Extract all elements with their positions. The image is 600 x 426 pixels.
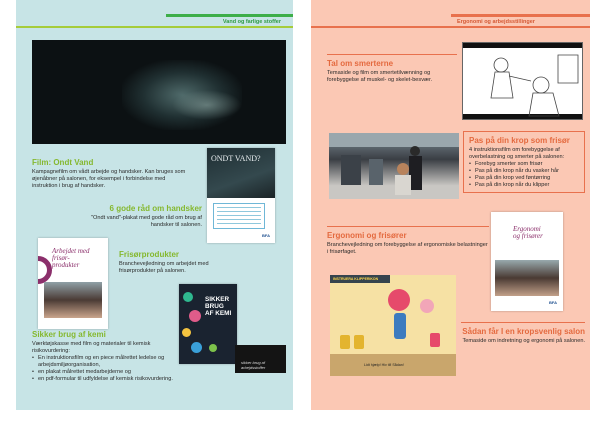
kemi-bullets bbox=[32, 355, 177, 383]
header-accent-bar bbox=[166, 14, 293, 17]
molecule-shape bbox=[189, 310, 201, 322]
salon-figures bbox=[329, 133, 459, 199]
list-item: • Forebyg smerter som frisør bbox=[469, 161, 581, 168]
ergonomi-title: Ergonomi og frisører bbox=[327, 231, 407, 240]
poster-ring-graphic bbox=[38, 256, 52, 284]
poster-photo bbox=[495, 260, 559, 296]
poster-title: Ergonomi og frisører bbox=[513, 225, 543, 240]
poster-header-band bbox=[491, 212, 563, 222]
kropsvenlig-body: Temaside om indretning og ergonomi på salonen. bbox=[462, 338, 585, 344]
film-video-still[interactable] bbox=[32, 40, 286, 144]
film-section bbox=[32, 158, 192, 190]
header-accent-bar bbox=[451, 14, 590, 17]
right-page-header: Ergonomi og arbejdsstillinger bbox=[457, 19, 535, 25]
kropsvenlig-title: Sådan får I en kropsvenlig salon bbox=[462, 327, 585, 336]
video-water-highlight bbox=[172, 90, 242, 120]
cartoon-banner bbox=[330, 275, 390, 283]
list-item: • En instruktionsfilm og en piece målrettet ledelse og arbejdsmiljøorganisation, bbox=[32, 355, 177, 369]
krop-title: Pas på din krop som frisør bbox=[469, 136, 570, 145]
tips-section bbox=[78, 204, 202, 229]
kemi-video-still[interactable] bbox=[235, 345, 286, 373]
kemi-title: Sikker brug af kemi bbox=[32, 330, 106, 339]
cartoon-figure bbox=[420, 299, 434, 313]
krop-section bbox=[463, 131, 585, 193]
left-page bbox=[16, 0, 293, 410]
frisorprodukter-section bbox=[119, 250, 229, 275]
list-item: • en pdf-formular til udfyldelse af kemisk risikovurdering. bbox=[32, 376, 177, 383]
sikker-brug-af-kemi-poster[interactable] bbox=[179, 284, 237, 364]
cartoon-banner-text: INSTRUERA KLIPPERIKON bbox=[333, 277, 379, 281]
cartoon-caption: Lidt hjælp! Hiv til! Sådan! bbox=[364, 363, 404, 367]
ergonomi-section bbox=[327, 226, 489, 256]
bfa-logo: BFA bbox=[549, 300, 557, 305]
cartoon-chair bbox=[340, 335, 350, 349]
smerter-film-sketch[interactable] bbox=[462, 42, 583, 120]
kropsvenlig-section bbox=[461, 322, 585, 345]
molecule-shape bbox=[183, 292, 193, 302]
ondt-vand-poster[interactable] bbox=[207, 148, 275, 243]
header-rule bbox=[311, 26, 590, 28]
list-item: • Pas på din krop ved føntørring bbox=[469, 175, 581, 182]
cartoon-figure bbox=[394, 313, 406, 339]
poster-title: ONDT VAND? bbox=[211, 154, 261, 163]
krop-intro: 4 instruktionsfilm om forebyggelse af overbelastning og smerter på salonen: bbox=[469, 147, 565, 160]
poster-title: SIKKER BRUG AF KEMI bbox=[205, 296, 232, 317]
kemi-section bbox=[32, 330, 177, 383]
list-item: • en plakat målrettet medarbejderne og bbox=[32, 369, 177, 376]
list-item: • Pas på din krop når du vasker hår bbox=[469, 168, 581, 175]
frisorprodukter-poster[interactable] bbox=[38, 238, 108, 329]
poster-photo bbox=[44, 282, 102, 318]
frisorprodukter-title: Frisørprodukter bbox=[119, 250, 180, 259]
ergonomi-poster[interactable] bbox=[491, 212, 563, 311]
video-caption: sikker brug af arbejdsstoffer bbox=[241, 360, 266, 370]
smerter-body: Temaside og film om smertetilvænning og forebyggelse af muskel- og skelet-besvær. bbox=[327, 70, 433, 83]
kemi-intro: Værktøjskasse med film og materialer til kemisk risikovurdering: bbox=[32, 341, 151, 354]
tips-title: 6 gode råd om handsker bbox=[109, 204, 202, 213]
poster-text-box bbox=[213, 203, 265, 229]
krop-bullets bbox=[469, 161, 581, 189]
hairdresser-sketch bbox=[463, 43, 583, 120]
ergonomi-body: Branchevejledning om forebyggelse af ergonomiske belastninger i frisørfaget. bbox=[327, 242, 488, 255]
film-body: Kampagnefilm om vådt arbejde og handsker. Kan bruges som øjenåbner på salonen, for eksempel i forbindelse med instruktion i brug af handsker. bbox=[32, 169, 186, 189]
cartoon-chair bbox=[354, 335, 364, 349]
cartoon-chair bbox=[430, 333, 440, 347]
salon-film-photo[interactable] bbox=[329, 133, 459, 199]
bfa-logo: BFA bbox=[262, 233, 270, 238]
smerter-title: Tal om smerterne bbox=[327, 59, 394, 68]
poster-title: Arbejdet med frisør- produkter bbox=[52, 247, 90, 269]
frisorprodukter-body: Branchevejledning om arbejdet med frisørprodukter på salonen. bbox=[119, 261, 209, 274]
right-page bbox=[311, 0, 590, 410]
tips-body: "Ondt vand"-plakat med gode råd om brug af handsker til salonen. bbox=[91, 215, 202, 228]
list-item: • Pas på din krop når du klipper bbox=[469, 182, 581, 189]
header-rule bbox=[16, 26, 293, 28]
film-title: Film: Ondt Vand bbox=[32, 158, 94, 167]
smerter-section bbox=[327, 54, 457, 84]
salon-cartoon[interactable] bbox=[330, 275, 456, 376]
cartoon-figure bbox=[388, 289, 410, 311]
molecule-shape bbox=[182, 328, 191, 337]
left-page-header: Vand og farlige stoffer bbox=[222, 19, 281, 25]
molecule-shape bbox=[209, 344, 217, 352]
molecule-shape bbox=[191, 342, 202, 353]
